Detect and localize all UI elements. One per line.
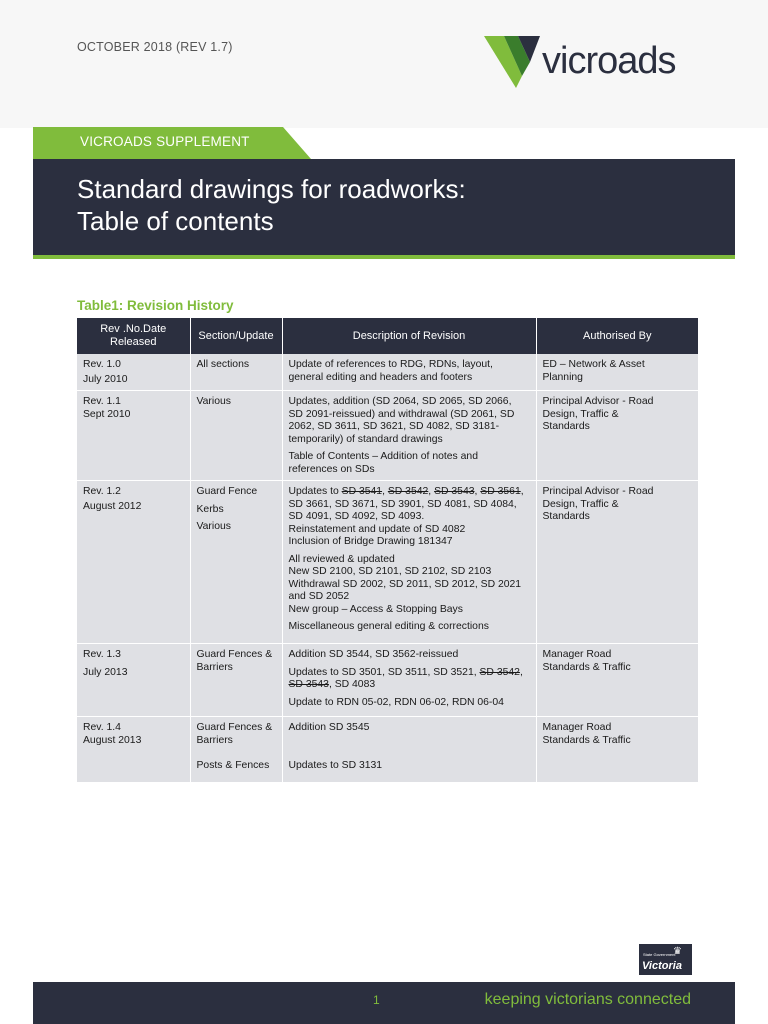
- section-text: Guard Fences &: [196, 649, 273, 660]
- page-number: 1: [373, 993, 380, 1007]
- cell-description: [282, 391, 536, 481]
- auth-text: Standards & Traffic: [542, 661, 631, 673]
- cell-authorised: [536, 644, 698, 717]
- table-title: Table1: Revision History: [77, 298, 234, 313]
- header-text: Authorised By: [583, 329, 652, 342]
- victoria-government-logo: [638, 943, 693, 976]
- table-row: [77, 717, 698, 783]
- desc-text: Withdrawal SD 2002, SD 2011, SD 2012, SD 2021: [288, 578, 522, 590]
- table-row: [77, 391, 698, 481]
- auth-text: Standards & Traffic: [542, 734, 631, 746]
- cell-authorised: [536, 354, 698, 391]
- desc-text: SD 3661, SD 3671, SD 3901, SD 4081, SD 4084,: [288, 498, 517, 510]
- revision-history-table: [77, 318, 698, 783]
- vicroads-logo-text: vicroads: [542, 40, 676, 82]
- release-date: Sept 2010: [83, 408, 131, 420]
- desc-prefix: Updates to: [288, 486, 342, 497]
- auth-text: Standards: [542, 511, 590, 522]
- title-banner: [33, 159, 735, 259]
- header-authorised: [536, 318, 698, 354]
- struck-drawing: SD 3542: [479, 666, 520, 678]
- cell-section: [190, 644, 282, 717]
- desc-text: references on SDs: [288, 463, 375, 475]
- auth-text: Planning: [542, 371, 583, 383]
- desc-prefix: Updates to SD 3501, SD 3511, SD 3521,: [288, 666, 480, 678]
- cell-rev: [77, 354, 190, 391]
- desc-text: Update of references to RDG, RDNs, layout,: [288, 359, 493, 370]
- section-text: Guard Fences &: [196, 722, 273, 733]
- desc-text: Inclusion of Bridge Drawing 181347: [288, 536, 453, 547]
- desc-suffix: , SD 4083: [328, 679, 376, 690]
- desc-text: Update to RDN 05-02, RDN 06-02, RDN 06-04: [288, 696, 504, 708]
- cell-rev: [77, 644, 190, 717]
- desc-text: Miscellaneous general editing & corrections: [288, 621, 489, 632]
- section-text: All sections: [196, 359, 250, 370]
- auth-text: Principal Advisor - Road: [542, 486, 654, 497]
- desc-text: [289, 679, 530, 692]
- auth-text: Manager Road: [542, 722, 612, 733]
- auth-text: Design, Traffic &: [542, 498, 619, 510]
- release-date: July 2010: [83, 373, 128, 385]
- desc-text: Table of Contents – Addition of notes and: [288, 451, 478, 462]
- section-text: Kerbs: [196, 503, 224, 515]
- desc-text: Reinstatement and update of SD 4082: [288, 523, 466, 535]
- table-header-row: [77, 318, 698, 354]
- cell-section: [190, 481, 282, 644]
- cell-description: [282, 717, 536, 783]
- desc-text: SD 4091, SD 4092, SD 4093.: [288, 511, 425, 522]
- release-date: August 2012: [83, 500, 142, 512]
- table-row: [77, 354, 698, 391]
- cell-section: [190, 354, 282, 391]
- section-text: Guard Fence: [196, 486, 258, 497]
- struck-drawing: SD 3561: [480, 486, 521, 497]
- desc-text: Updates, addition (SD 2064, SD 2065, SD 2066,: [288, 396, 512, 407]
- header-text: Description of Revision: [352, 329, 466, 342]
- page-title-line-1: Standard drawings for roadworks:: [77, 174, 466, 204]
- header-rev-date: [77, 318, 190, 354]
- gov-small-line: State: [643, 952, 653, 957]
- desc-text: and SD 2052: [288, 591, 350, 602]
- desc-text: Addition SD 3544, SD 3562-reissued: [288, 649, 459, 660]
- desc-text: Updates to SD 3131: [288, 760, 383, 771]
- gov-small-text: [643, 952, 675, 957]
- desc-text: Updates to SD 3501, SD 3511, SD 3521, SD 3542,: [288, 666, 523, 678]
- page-title: [77, 173, 466, 237]
- struck-drawing: SD 3543: [288, 679, 329, 690]
- cell-section: [190, 717, 282, 783]
- header-text: Update: [238, 329, 274, 342]
- auth-text: Principal Advisor - Road: [542, 396, 654, 407]
- cell-rev: [77, 391, 190, 481]
- vicroads-logo-mark-icon: [482, 32, 546, 90]
- table-row: [77, 644, 698, 717]
- rev-number: Rev. 1.0: [83, 359, 121, 370]
- rev-number: Rev. 1.1: [83, 396, 121, 407]
- header-text: Rev .No.: [100, 323, 144, 335]
- supplement-tab: [33, 127, 311, 159]
- desc-text: All reviewed & updated: [288, 553, 395, 565]
- struck-drawing: SD 3543: [434, 486, 475, 497]
- rev-number: Rev. 1.3: [83, 649, 121, 660]
- desc-text: 2062, SD 3611, SD 3621, SD 4082, SD 3181-: [288, 421, 500, 432]
- auth-text: ED – Network & Asset: [542, 359, 645, 370]
- auth-text: Manager Road: [542, 649, 612, 660]
- cell-rev: [77, 717, 190, 783]
- header-section: [190, 318, 282, 354]
- crown-icon: ♛: [673, 946, 682, 957]
- desc-text: Updates to SD 3541, SD 3542, SD 3543, SD 3561,: [288, 486, 524, 497]
- rev-number: Rev. 1.4: [83, 722, 121, 733]
- cell-description: [282, 481, 536, 644]
- cell-authorised: [536, 717, 698, 783]
- desc-text: temporarily) of standard drawings: [288, 433, 443, 445]
- header-text: Date Released: [110, 323, 167, 348]
- cell-authorised: [536, 481, 698, 644]
- header-description: [282, 318, 536, 354]
- header-text: Section/: [198, 329, 239, 342]
- section-text: Barriers: [196, 734, 233, 746]
- cell-description: [282, 354, 536, 391]
- page-title-line-2: Table of contents: [77, 206, 274, 236]
- cell-authorised: [536, 391, 698, 481]
- supplement-label: VICROADS SUPPLEMENT: [80, 134, 250, 149]
- struck-drawing: SD 3542: [387, 486, 429, 497]
- victoria-wordmark: Victoria: [642, 960, 682, 972]
- rev-number: Rev. 1.2: [83, 486, 121, 497]
- cell-section: [190, 391, 282, 481]
- table-row: [77, 481, 698, 644]
- desc-text: Addition SD 3545: [288, 722, 370, 733]
- page-footer: [33, 982, 735, 1024]
- section-text: Various: [196, 396, 231, 407]
- revision-label: OCTOBER 2018 (REV 1.7): [77, 40, 233, 54]
- desc-text: New group – Access & Stopping Bays: [288, 603, 463, 615]
- gov-small-line: Government: [653, 952, 676, 957]
- section-text: Posts & Fences: [196, 760, 270, 771]
- vicroads-logo: [482, 32, 697, 92]
- section-text: Various: [196, 521, 231, 532]
- desc-text: general editing and headers and footers: [288, 371, 473, 383]
- desc-text: SD 2091-reissued) and withdrawal (SD 2061, SD: [288, 408, 515, 420]
- auth-text: Design, Traffic &: [542, 408, 619, 420]
- cell-description: [282, 644, 536, 717]
- release-date: August 2013: [83, 734, 142, 746]
- cell-rev: [77, 481, 190, 644]
- auth-text: Standards: [542, 421, 590, 432]
- section-text: Barriers: [196, 661, 233, 673]
- footer-tagline: keeping victorians connected: [484, 991, 691, 1008]
- struck-drawing: SD 3541: [341, 486, 383, 497]
- desc-text: New SD 2100, SD 2101, SD 2102, SD 2103: [288, 566, 492, 577]
- release-date: July 2013: [83, 666, 128, 678]
